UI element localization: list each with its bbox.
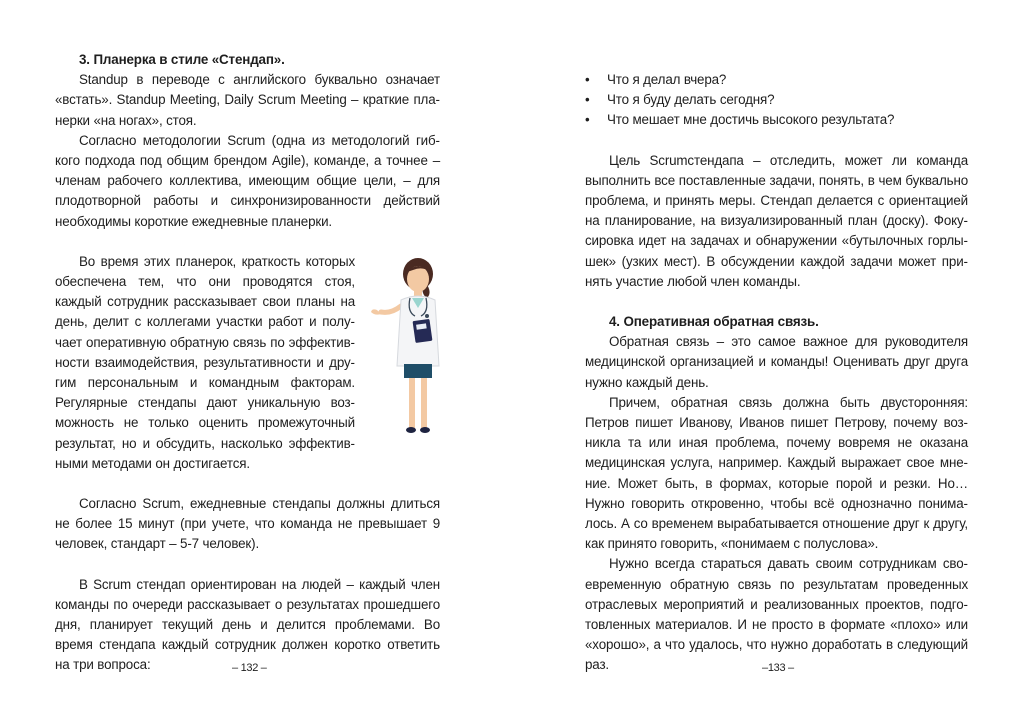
list-item — [585, 70, 968, 90]
questions-list — [585, 70, 968, 131]
section-heading-feedback: 4. Оперативная обратная связь. — [609, 314, 819, 330]
left-text-column — [55, 50, 440, 676]
paragraph: Во время этих планерок, краткость которых обеспечена тем, что они проводятся стоя, каждый сотрудник рассказывает свои планы на день, делит с коллегами участки работ и получает оперативную обратную связь по эффективности взаимодействия, результативности и другим персональным и командным факторам. Регулярные стендапы дают уникальную возможность не только оценить промежуточный результат, но и обсудить, насколько эффективными методами он достигается. — [55, 253, 355, 471]
paragraph: В Scrum стендап ориентирован на людей – каждый член команды по очереди рассказывает о результатах прошедшего дня, планирует текущий день и делится проблемами. Во время стендапа каждый сотрудник должен коротко ответить на три вопроса: — [55, 576, 440, 673]
page-133 — [512, 0, 1024, 723]
paragraph: Обратная связь – это самое важное для руководителя медицинской организацией и команды! Оценивать друг друга нужно каждый день. — [585, 334, 968, 390]
list-item-text: Что мешает мне достичь высокого результата? — [607, 112, 895, 128]
bullet-icon: • — [585, 92, 590, 108]
right-text-column — [585, 70, 968, 676]
paragraph: Standup в переводе с английского буквально означает «встать». Standup Meeting, Daily Scrum Meeting – краткие планерки «на ногах», стоя. — [55, 72, 440, 128]
page-number: –133 – — [762, 662, 794, 674]
paragraph: Цель Scrumстендапа – отследить, может ли команда выполнить все поставленные задачи, понять, в чем буквально проблема, и принять меры. Стендап делается с ориентацией на планирование, на визуализированный план (доску). Фокусировка идет на задачах и обнаружении «бутылочных горлышек» (узких мест). В обсуждении каждой задачи может принять участие любой член команды. — [585, 152, 968, 289]
paragraph: Согласно Scrum, ежедневные стендапы должны длиться не более 15 минут (при учете, что команда не превышает 9 человек, стандарт – 5-7 человек). — [55, 496, 440, 552]
bullet-icon: • — [585, 112, 590, 128]
bullet-icon: • — [585, 72, 590, 87]
paragraph: Согласно методологии Scrum (одна из методологий гибкого подхода под общим брендом Agile), команде, а точнее – членам рабочего коллектива, имеющим общие цели, – для плодотворной работы и синхронизированности действий необходимы короткие ежедневные планерки. — [55, 132, 440, 229]
paragraph: Причем, обратная связь должна быть двусторонняя: Петров пишет Иванову, Иванов пишет Петрову, почему возникла та или иная проблема, почему вовремя не оказана медицинская услуга, например. Каждый выражает свое мнение. Может быть, в формах, которые порой и резки. Но… Нужно говорить откровенно, чтобы всё однозначно понималось. А со временем вырабатывается отношение друг к другу, как принято говорить, «понимаем с полуслова». — [585, 394, 968, 552]
list-item-text: Что я буду делать сегодня? — [607, 92, 775, 108]
doctor-illustration — [363, 246, 463, 446]
paragraph: Нужно всегда стараться давать своим сотрудникам своевременную обратную связь по результатам проведенных отраслевых мероприятий и реализованных проектов, подготовленных материалов. И не просто в формате «плохо» или «хорошо», а что удалось, что нужно доработать в следующий раз. — [585, 556, 968, 673]
section-heading-standup: 3. Планерка в стиле «Стендап». — [79, 52, 285, 67]
page-number: – 132 – — [232, 662, 267, 674]
doctor-figure-icon — [363, 246, 463, 446]
list-item — [585, 110, 968, 130]
list-item — [585, 90, 968, 110]
list-item-text: Что я делал вчера? — [607, 72, 727, 87]
text-with-figure — [55, 252, 440, 474]
